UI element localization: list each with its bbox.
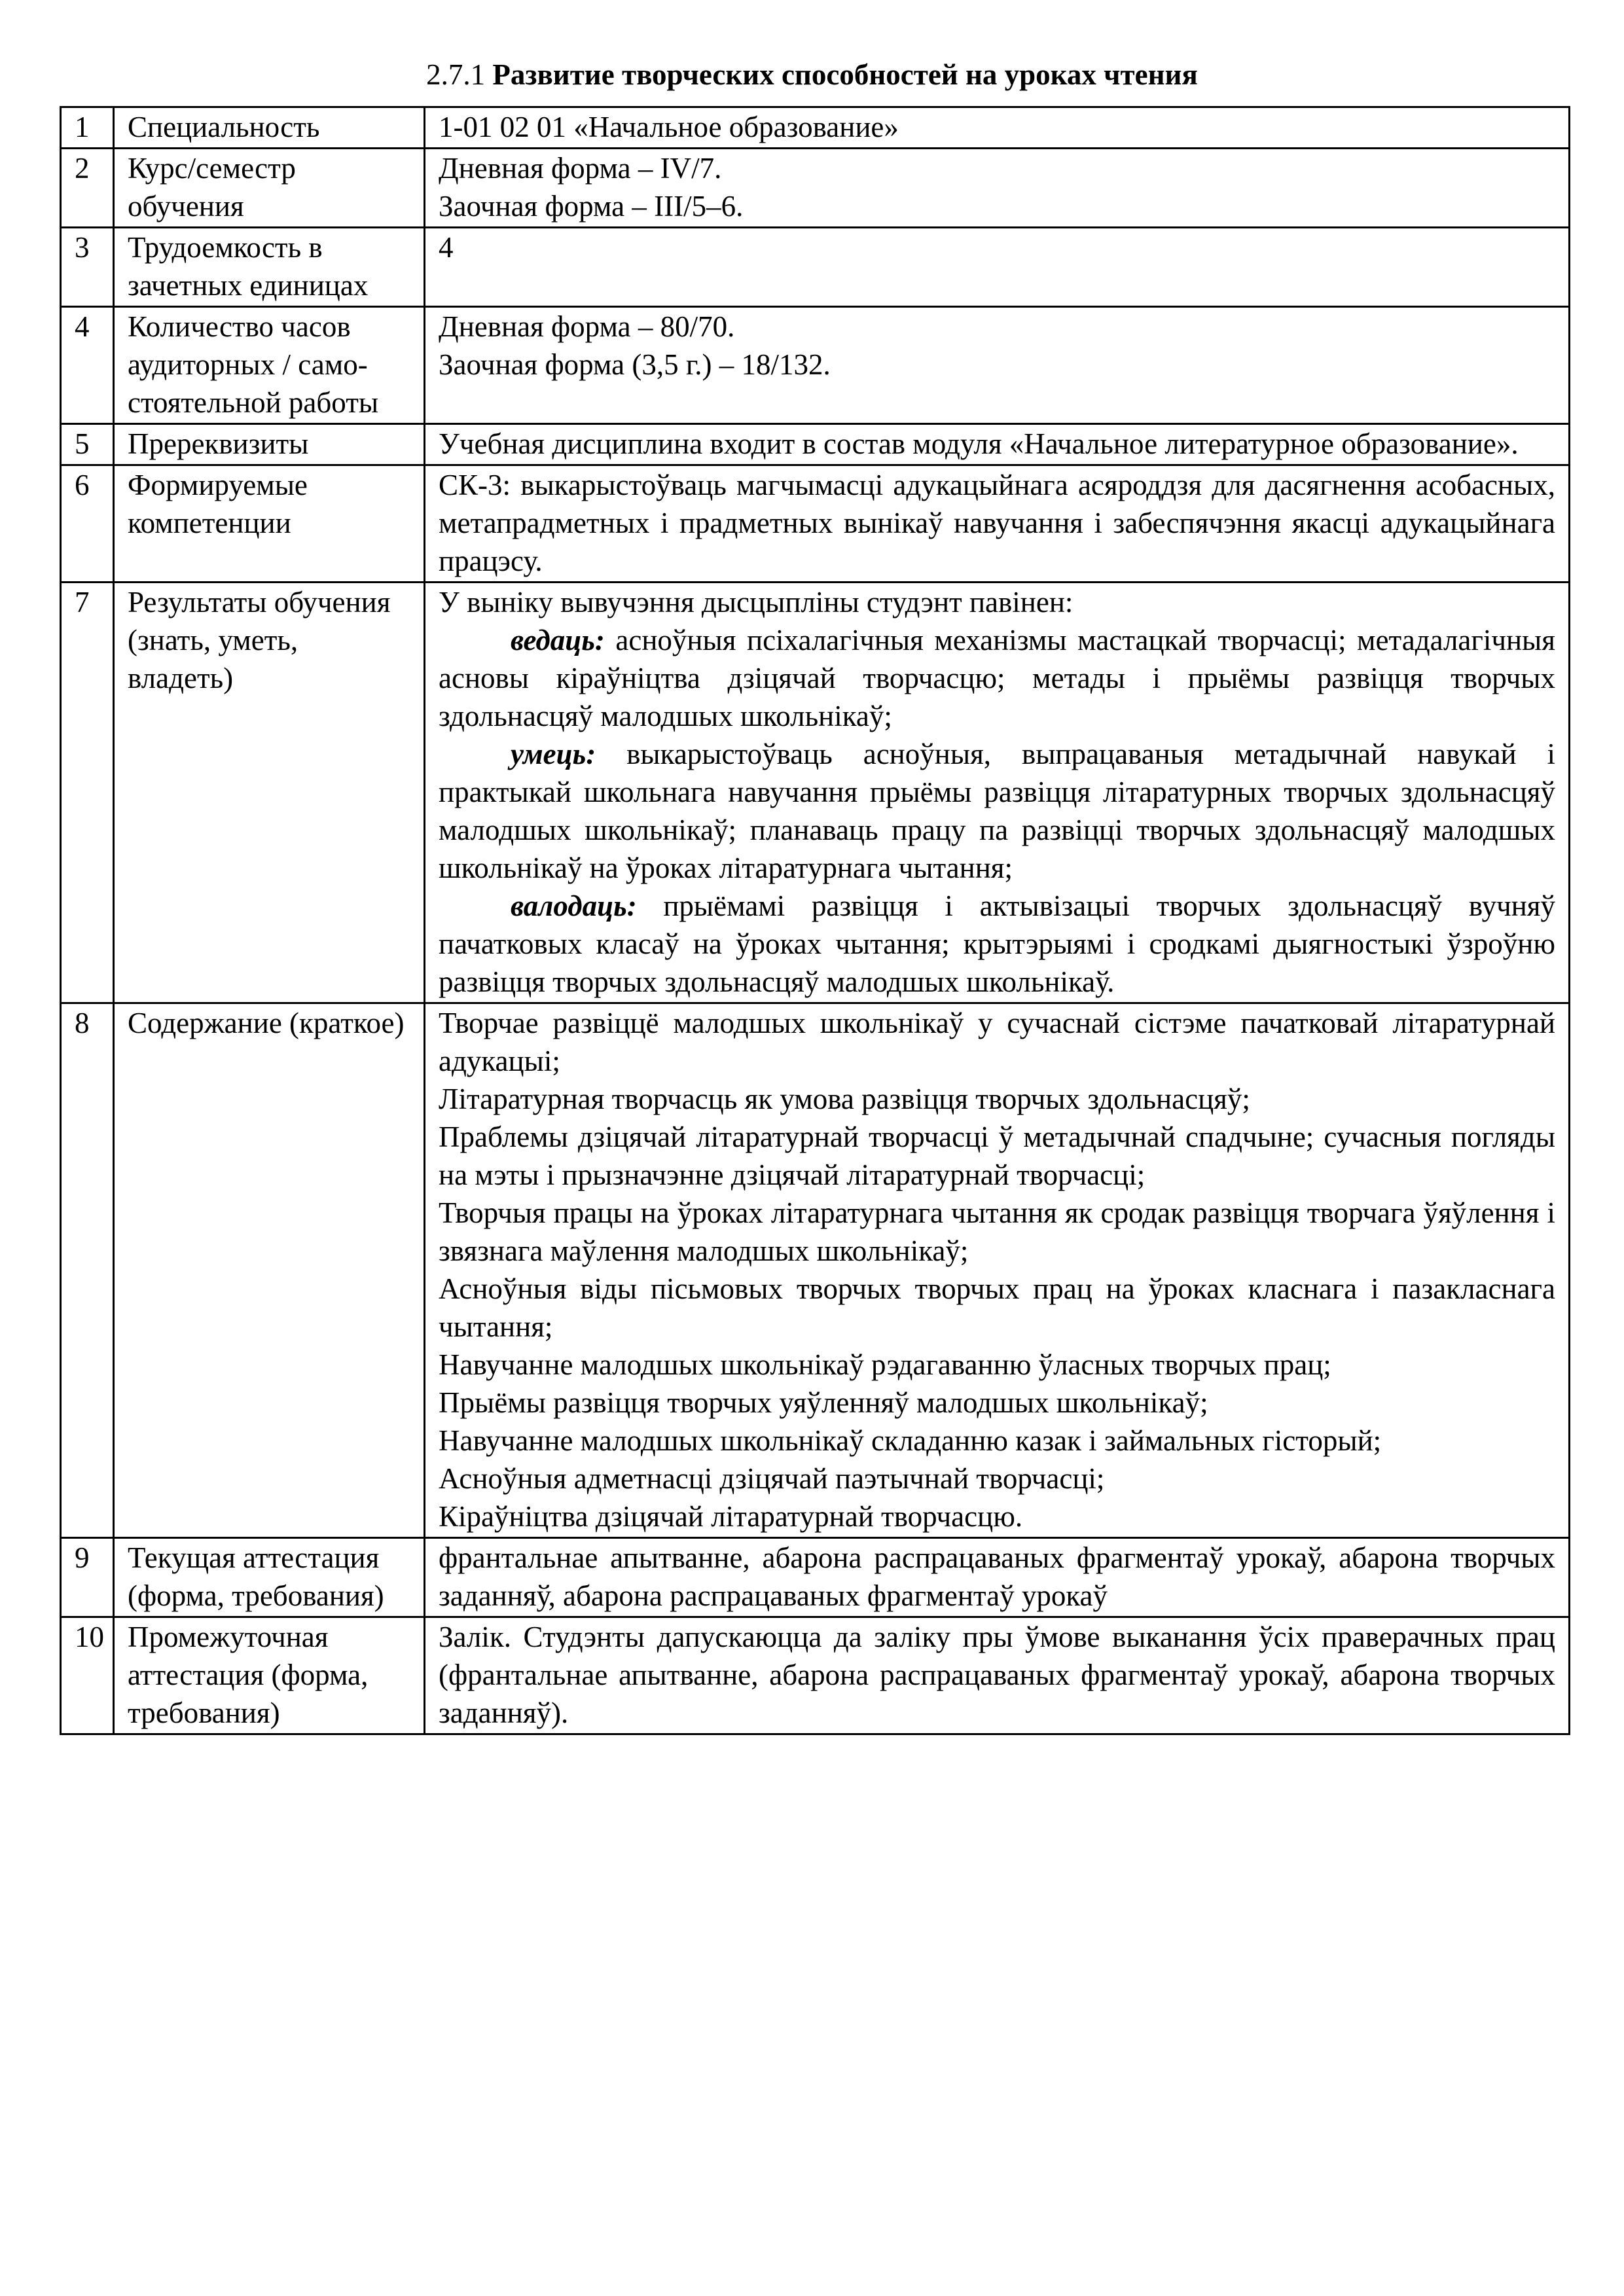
table-row — [61, 1617, 1570, 1734]
row-content — [425, 307, 1570, 424]
row-content — [425, 149, 1570, 228]
outcome-text: прыёмамі развіцця і актывізацыі творчых здольнасцяў вучняў пачатковых класаў на ўроках чытання; крытэрыямі і сродкамі дыягностыкі ўзроўню развіцця творчых здольнасцяў малодшых школьнікаў. — [439, 889, 1555, 998]
content-line: Літаратурная творчасць як умова развіцця творчых здольнасцяў; — [439, 1083, 1250, 1115]
outcome-keyword: умець: — [511, 738, 596, 770]
table-row — [61, 424, 1570, 465]
table-row — [61, 307, 1570, 424]
table-row — [61, 465, 1570, 583]
content-line: Асноўныя адметнасці дзіцячай паэтычнай творчасці; — [439, 1462, 1105, 1495]
row-number: 10 — [61, 1617, 114, 1734]
row-label: Промежуточная аттестация (форма, требования) — [114, 1617, 425, 1734]
content-line: Асноўныя віды пісьмовых творчых творчых прац на ўроках класнага і пазакласнага чытання; — [439, 1272, 1555, 1343]
table-row — [61, 1003, 1570, 1538]
page-title — [0, 55, 1624, 94]
content-line: 4 — [439, 231, 454, 264]
row-label: Содержание (краткое) — [114, 1003, 425, 1538]
content-line: Прыёмы развіцця творчых уяўленняў малодшых школьнікаў; — [439, 1386, 1208, 1419]
row-number: 2 — [61, 149, 114, 228]
content-line: Заочная форма – III/5–6. — [439, 190, 744, 223]
row-label: Результаты обучения (знать, уметь, владеть) — [114, 583, 425, 1003]
content-line: Творчае развіццё малодшых школьнікаў у сучаснай сістэме пачатковай літаратурнай адукацыі; — [439, 1007, 1555, 1077]
row-content — [425, 107, 1570, 149]
content-intro: У выніку вывучэння дысцыпліны студэнт павінен: — [439, 586, 1074, 619]
outcome-text: выкарыстоўваць асноўныя, выпрацаваныя метадычнай навукай і практыкай школьнага навучання прыёмы развіцця літаратурных творчых здольнасцяў малодшых школьнікаў; планаваць працу па развіцці творчых здольнасцяў малодшых школьнікаў на ўроках літаратурнага чытання; — [439, 738, 1555, 884]
content-line: Учебная дисциплина входит в состав модуля «Начальное литературное образование». — [439, 427, 1519, 460]
row-content — [425, 465, 1570, 583]
row-label: Формируемые компетенции — [114, 465, 425, 583]
content-line: Дневная форма – IV/7. — [439, 152, 722, 185]
table-row — [61, 228, 1570, 307]
row-number: 5 — [61, 424, 114, 465]
row-content — [425, 583, 1570, 1003]
row-label: Пререквизиты — [114, 424, 425, 465]
content-line: Творчыя працы на ўроках літаратурнага чытання як сродак развіцця творчага ўяўлення і звязнага маўлення малодшых школьнікаў; — [439, 1196, 1555, 1267]
row-number: 8 — [61, 1003, 114, 1538]
section-number: 2.7.1 — [426, 58, 486, 91]
content-line: Дневная форма – 80/70. — [439, 310, 735, 343]
content-line: Навучанне малодшых школьнікаў складанню казак і займальных гісторый; — [439, 1424, 1382, 1457]
row-number: 9 — [61, 1538, 114, 1617]
table-row — [61, 583, 1570, 1003]
table-row — [61, 1538, 1570, 1617]
outcome-item — [439, 887, 1555, 1001]
row-content — [425, 1538, 1570, 1617]
row-label: Курс/семестр обучения — [114, 149, 425, 228]
row-number: 1 — [61, 107, 114, 149]
row-label: Трудоемкость в зачетных единицах — [114, 228, 425, 307]
content-line: СК-3: выкарыстоўваць магчымасці адукацыйнага асяроддзя для дасягнення асобасных, метапрадметных і прадметных вынікаў навучання і забеспячэння якасці адукацыйнага працэсу. — [439, 469, 1555, 577]
content-line: Заочная форма (3,5 г.) – 18/132. — [439, 348, 831, 381]
row-content — [425, 228, 1570, 307]
row-number: 3 — [61, 228, 114, 307]
row-content — [425, 424, 1570, 465]
content-line: Навучанне малодшых школьнікаў рэдагаванню ўласных творчых прац; — [439, 1348, 1331, 1381]
outcome-keyword: валодаць: — [511, 889, 637, 922]
outcome-keyword: ведаць: — [511, 624, 605, 656]
section-title: Развитие творческих способностей на уроках чтения — [492, 58, 1198, 91]
content-line: Праблемы дзіцячай літаратурнай творчасці ў метадычнай спадчыне; сучасныя погляды на мэты і прызначэнне дзіцячай літаратурнай творчасці; — [439, 1121, 1555, 1191]
row-label: Специальность — [114, 107, 425, 149]
row-content — [425, 1617, 1570, 1734]
content-line: Кіраўніцтва дзіцячай літаратурнай творчасцю. — [439, 1500, 1023, 1533]
row-number: 7 — [61, 583, 114, 1003]
table-row — [61, 149, 1570, 228]
table-row — [61, 107, 1570, 149]
row-number: 4 — [61, 307, 114, 424]
row-label: Текущая аттестация (форма, требования) — [114, 1538, 425, 1617]
outcome-text: асноўныя псіхалагічныя механізмы мастацкай творчасці; метадалагічныя асновы кіраўніцтва дзіцячай творчасцю; метады і прыёмы развіцця творчых здольнасцяў малодшых школьнікаў; — [439, 624, 1555, 732]
row-content — [425, 1003, 1570, 1538]
outcome-item — [439, 735, 1555, 887]
content-line: 1-01 02 01 «Начальное образование» — [439, 111, 899, 143]
syllabus-table — [60, 106, 1570, 1735]
outcome-item — [439, 621, 1555, 735]
content-line: Залік. Студэнты дапускаюцца да заліку пры ўмове выканання ўсіх праверачных прац (франтальнае апытванне, абарона распрацаваных фрагментаў урокаў, абарона творчых заданняў). — [439, 1621, 1555, 1729]
content-line: франтальнае апытванне, абарона распрацаваных фрагментаў урокаў, абарона творчых заданняў, абарона распрацаваных фрагментаў урокаў — [439, 1541, 1555, 1612]
row-number: 6 — [61, 465, 114, 583]
row-label: Количество часов аудиторных / само-стоятельной работы — [114, 307, 425, 424]
